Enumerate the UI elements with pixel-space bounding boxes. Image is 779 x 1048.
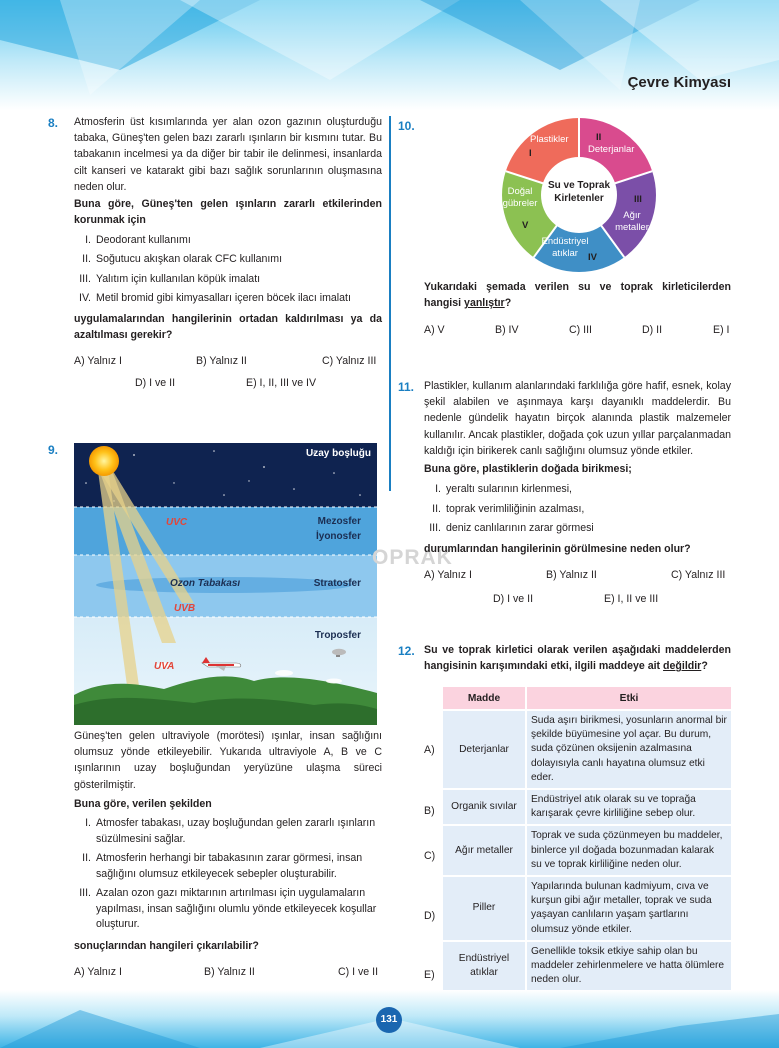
header-decoration (0, 0, 779, 110)
substance-cell: Deterjanlar (443, 711, 525, 788)
substance-cell: Ağır metaller (443, 826, 525, 875)
effect-cell: Yapılarında bulunan kadmiyum, cıva ve kurşun gibi ağır metaller, toprak ve suda yaşayan canlıların yaşam şartlarını olumsuz yönde etkiler. (525, 877, 731, 940)
list-item: III. Azalan ozon gazı miktarının artırılması için uygulamaların yapılması, insan sağlığını olumlu yönde etkileyecek koşullar oluşturur. (79, 887, 377, 930)
effect-cell: Toprak ve suda çözünmeyen bu maddeler, binlerce yıl doğada bozunmadan kalarak su ve toprak kirliliğine neden olur. (525, 826, 731, 875)
column-header: Madde (443, 687, 525, 709)
question-number: 10. (398, 119, 415, 133)
stratosphere-label: Stratosfer (313, 578, 361, 589)
table-row (443, 826, 731, 875)
list-item: III. deniz canlılarının zarar görmesi (429, 522, 594, 534)
troposphere-label: Troposfer (314, 630, 361, 641)
option-e[interactable]: E) (424, 969, 435, 981)
ionosphere-label: İyonosfer (315, 531, 361, 542)
option-d[interactable]: D) I ve II (493, 593, 534, 605)
list-item: IV. Metil bromid gibi kimyasalları içeren böcek ilacı imalatı (79, 292, 351, 304)
option-b[interactable]: B) Yalnız II (196, 355, 247, 367)
effect-cell: Endüstriyel atık olarak su ve toprağa karışarak çevre kirliliğine sebep olur. (525, 790, 731, 824)
option-e[interactable]: E) I (713, 324, 730, 336)
question-prompt: Buna göre, Güneş'ten gelen ışınların zararlı etkilerinden korunmak için (74, 198, 382, 227)
question-stem: Güneş'ten gelen ultraviyole (morötesi) ışınlar, insan sağlığını olumsuz yönde etkileyebilir. Yukarıda ultraviyole A, B ve C ışınlarının uzay boşluğundan yeryüzüne ulaşma süreci gösterilmiştir. (74, 730, 382, 791)
option-a[interactable]: A) Yalnız I (74, 966, 122, 978)
substance-effect-table (443, 685, 731, 992)
effect-cell: Suda aşırı birikmesi, yosunların anormal bir şekilde büyümesine yol açar. Bu durum, suda çözünen oksijenin azalmasına dolayısıyla canlı hayatına olumsuz etki eder. (525, 711, 731, 788)
option-a[interactable]: A) Yalnız I (74, 355, 122, 367)
question-number: 12. (398, 644, 415, 658)
option-e[interactable]: E) I, II ve III (604, 593, 659, 605)
space-label: Uzay boşluğu (305, 448, 371, 459)
segment-label: Ağır metaller (615, 210, 649, 233)
table-row (443, 790, 731, 824)
ozone-layer-label: Ozon Tabakası (170, 578, 241, 589)
segment-roman: IV (588, 252, 597, 263)
option-c[interactable]: C) (424, 850, 436, 862)
list-item: II. Soğutucu akışkan olarak CFC kullanımı (82, 253, 283, 265)
option-c[interactable]: C) Yalnız III (322, 355, 377, 367)
option-c[interactable]: C) I ve II (338, 966, 379, 978)
option-a[interactable]: A) V (424, 324, 445, 336)
table-header-row (443, 687, 731, 709)
substance-cell: Endüstriyel atıklar (443, 942, 525, 991)
question-text: uygulamalarından hangilerinin ortadan kaldırılması ya da azaltılması gerekir? (74, 313, 382, 342)
section-title: Çevre Kimyası (627, 74, 731, 91)
uvb-label: UVB (174, 603, 196, 614)
option-a[interactable]: A) (424, 744, 435, 756)
list-item: II. toprak verimliliğinin azalması, (432, 503, 585, 515)
segment-roman: V (522, 220, 529, 231)
question-number: 9. (48, 443, 59, 457)
segment-label: Doğal gübreler (502, 186, 538, 209)
question-text: durumlarından hangilerinin görülmesine neden olur? (424, 543, 691, 555)
column-header: Etki (525, 687, 731, 709)
substance-cell: Piller (443, 877, 525, 940)
atmosphere-diagram (74, 443, 377, 725)
question-number: 8. (48, 116, 59, 130)
option-d[interactable]: D) II (642, 324, 663, 336)
table-row (443, 942, 731, 991)
segment-roman: III (634, 194, 642, 205)
option-d[interactable]: D) (424, 910, 436, 922)
question-number: 11. (398, 380, 415, 394)
option-b[interactable]: B) IV (495, 324, 519, 336)
publisher-watermark: OPRAK (372, 546, 453, 569)
uvc-label: UVC (166, 517, 188, 528)
list-item: I. Deodorant kullanımı (85, 234, 191, 246)
uva-label: UVA (154, 661, 175, 672)
question-text: Yukarıdaki şemada verilen su ve toprak kirleticilerden hangisi yanlıştır? (424, 281, 731, 310)
question-prompt: Buna göre, plastiklerin doğada birikmesi; (424, 463, 632, 475)
wheel-center-label: Su ve Toprak Kirletenler (547, 180, 611, 204)
question-text: Su ve toprak kirletici olarak verilen aşağıdaki maddelerden hangisinin karışımındaki etki, ilgili maddeye ait değildir? (424, 644, 731, 673)
table-row (443, 877, 731, 940)
option-b[interactable]: B) Yalnız II (546, 569, 597, 581)
effect-cell: Genellikle toksik etkiye sahip olan bu maddeler zehirlenmelere ve hatta ölümlere neden olur. (525, 942, 731, 991)
mesosphere-label: Mezosfer (317, 516, 361, 527)
table-row (443, 711, 731, 788)
question-text: sonuçlarından hangileri çıkarılabilir? (74, 940, 259, 952)
question-prompt: Buna göre, verilen şekilden (74, 798, 212, 810)
list-item: III. Yalıtım için kullanılan köpük imalatı (79, 273, 261, 285)
segment-label: Deterjanlar (588, 144, 635, 155)
list-item: I. yeraltı sularının kirlenmesi, (435, 483, 572, 495)
pollutant-wheel (498, 114, 660, 276)
option-d[interactable]: D) I ve II (135, 377, 176, 389)
option-e[interactable]: E) I, II, III ve IV (246, 377, 317, 389)
question-stem: Plastikler, kullanım alanlarındaki farklılığa göre hafif, esnek, kolay şekil alabilen ve aşınmaya karşı dayanıklı maddelerdir. Bu nedenle gündelik hayatın birçok alanında plastik malzemeler kullanılır. Ancak plastikler, doğada çok uzun yıllar parçalanmadan kaldığı için birikerek canlı sağlığını olumsuz yönde etkiler. (424, 380, 731, 457)
option-c[interactable]: C) III (569, 324, 592, 336)
question-stem: Atmosferin üst kısımlarında yer alan ozon gazının oluşturduğu tabaka, Güneş'ten gelen bazı zararlı ışınların bir kısmını tutar. Bu tabakanın incelmesi ya da diğer bir tabir ile delinmesi, insanlarda cilt kanseri ve katarakt gibi bazı sağlık sorunlarının oluşmasına neden olur. (74, 116, 382, 193)
option-b[interactable]: B) Yalnız II (204, 966, 255, 978)
segment-label: Plastikler (530, 134, 569, 145)
column-divider (389, 116, 391, 491)
segment-roman: II (596, 132, 602, 143)
substance-cell: Organik sıvılar (443, 790, 525, 824)
list-item: II. Atmosferin herhangi bir tabakasının zarar görmesi, insan sağlığını olumsuz etkileyecek sebepler oluşturabilir. (82, 852, 363, 880)
segment-label: Endüstriyel atıklar (541, 236, 589, 259)
option-c[interactable]: C) Yalnız III (671, 569, 726, 581)
segment-roman: I (529, 148, 532, 159)
list-item: I. Atmosfer tabakası, uzay boşluğundan gelen zararlı ışınların süzülmesini sağlar. (85, 817, 376, 845)
option-b[interactable]: B) (424, 805, 435, 817)
page-number: 131 (376, 1007, 402, 1033)
option-a[interactable]: A) Yalnız I (424, 569, 472, 581)
